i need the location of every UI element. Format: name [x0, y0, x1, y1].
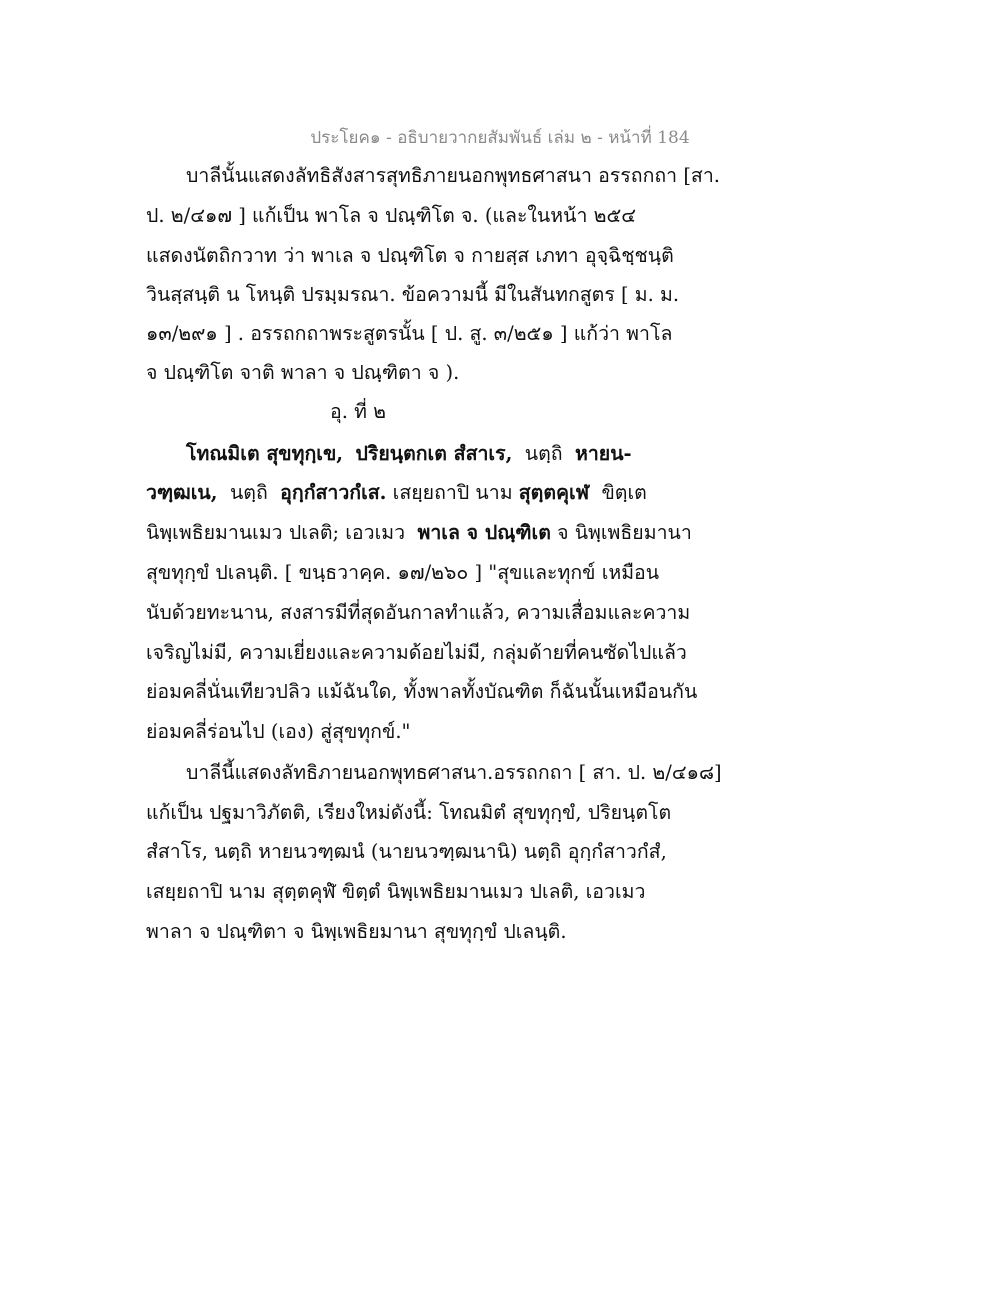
- pali-text: ขิตฺเต: [601, 481, 647, 504]
- paragraph-line: จ ปณฺฑิโต จาติ พาลา จ ปณฺฑิตา จ ).: [146, 361, 460, 384]
- pali-text: นตฺถิ: [524, 442, 563, 465]
- paragraph-line: บาลีนั้นแสดงลัทธิสังสารสุทธิภายนอกพุทธศาสนา อรรถกถา [สา.: [186, 164, 720, 187]
- paragraph-line: แก้เป็น ปฐมาวิภัตติ, เรียงใหม่ดังนี้: โทณมิตํ สุขทุกฺขํ, ปริยนฺตโต: [146, 801, 672, 824]
- pali-line: [186, 442, 632, 466]
- paragraph-line: พาลา จ ปณฺฑิตา จ นิพฺเพธิยมานา สุขทุกฺขํ ปเลนฺติ.: [146, 920, 567, 943]
- paragraph-line: วินสฺสนฺติ น โหนฺติ ปรมฺมรณา. ข้อความนี้ มีในสันทกสูตร [ ม. ม.: [146, 283, 680, 306]
- paragraph-line: ป. ๒/๔๑๗ ] แก้เป็น พาโล จ ปณฺฑิโต จ. (และในหน้า ๒๕๔: [146, 204, 636, 227]
- paragraph-line: บาลีนี้แสดงลัทธิภายนอกพุทธศาสนา.อรรถกถา [ สา. ป. ๒/๔๑๘]: [186, 761, 722, 784]
- bold-term: หายน-: [575, 442, 632, 465]
- paragraph-line: สํสาโร, นตฺถิ หายนวฑฺฒนํ (นายนวฑฺฒนานิ) นตฺถิ อุกฺกํสาวกํสํ,: [146, 840, 667, 863]
- bold-term: โทณมิเต สุขทุกฺเข,: [186, 442, 344, 465]
- paragraph-line: ย่อมคลี่นั่นเทียวปลิว แม้ฉันใด, ทั้งพาลทั้งบัณฑิต ก็ฉันนั้นเหมือนกัน: [146, 680, 698, 703]
- paragraph-line: สุขทุกฺขํ ปเลนฺติ. [ ขนฺธวาคฺค. ๑๗/๒๖๐ ] "สุขและทุกข์ เหมือน: [146, 561, 660, 584]
- paragraph-line: เสยฺยถาปิ นาม สุตฺตคุฬํ ขิตฺตํ นิพฺเพธิยมานเมว ปเลติ, เอวเมว: [146, 880, 646, 903]
- bold-term: สุตฺตคุเฬ: [518, 481, 590, 504]
- pali-text: เสยฺยถาปิ นาม: [392, 481, 513, 504]
- bold-term: พาเล จ ปณฺฑิเต: [417, 521, 551, 544]
- pali-line: [146, 521, 692, 545]
- bold-term: วฑฺฒเน,: [146, 481, 218, 504]
- pali-text: นิพฺเพธิยมานเมว ปเลติ; เอวเมว: [146, 521, 406, 544]
- pali-text: นตฺถิ: [229, 481, 268, 504]
- paragraph-line: ย่อมคลี่ร่อนไป (เอง) สู่สุขทุกข์.": [146, 720, 411, 743]
- bold-term: อุกฺกํสาวกํเส.: [280, 481, 387, 504]
- pali-line: [146, 481, 647, 505]
- paragraph-line: แสดงนัตถิกวาท ว่า พาเล จ ปณฺฑิโต จ กายสฺส เภทา อุจฺฉิชฺชนฺติ: [146, 244, 674, 267]
- example-heading: อุ. ที่ ๒: [330, 400, 387, 423]
- pali-text: จ นิพฺเพธิยมานา: [557, 521, 692, 544]
- paragraph-line: นับด้วยทะนาน, สงสารมีที่สุดอันกาลทำแล้ว, ความเสื่อมและความ: [146, 601, 691, 624]
- running-header: ประโยค๑ - อธิบายวากยสัมพันธ์ เล่ม ๒ - หน้าที่ 184: [310, 128, 690, 148]
- paragraph-line: ๑๓/๒๙๑ ] . อรรถกถาพระสูตรนั้น [ ป. สู. ๓/๒๕๑ ] แก้ว่า พาโล: [146, 322, 673, 345]
- paragraph-line: เจริญไม่มี, ความเยี่ยงและความด้อยไม่มี, กลุ่มด้ายที่คนซัดไปแล้ว: [146, 641, 687, 664]
- bold-term: ปริยนฺตกเต สํสาเร,: [355, 442, 513, 465]
